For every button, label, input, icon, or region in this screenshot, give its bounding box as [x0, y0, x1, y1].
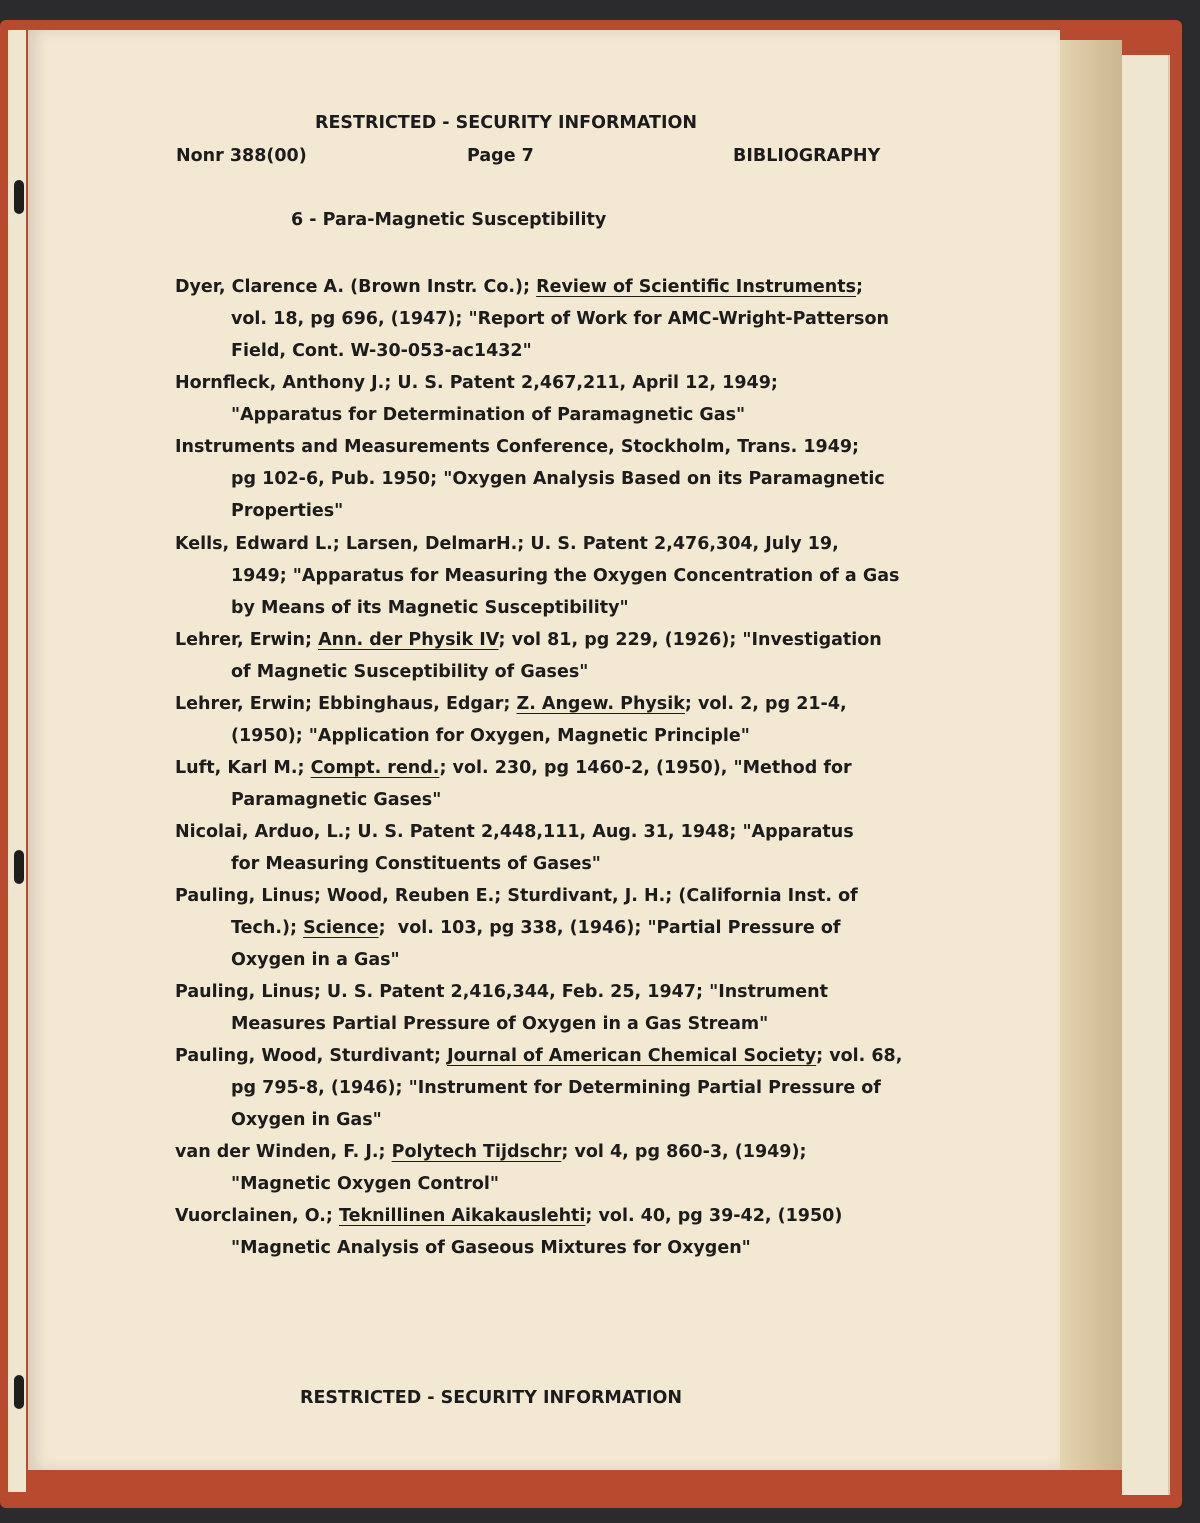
- citation-text: by Means of its Magnetic Susceptibility": [231, 598, 629, 618]
- bib-entry-line-first: [175, 630, 882, 650]
- citation-text: pg 795-8, (1946); "Instrument for Determining Partial Pressure of: [231, 1078, 881, 1098]
- header-classification: RESTRICTED - SECURITY INFORMATION: [315, 113, 698, 133]
- citation-text: Hornfleck, Anthony J.; U. S. Patent 2,467,211, April 12, 1949;: [175, 373, 778, 393]
- bib-entry-line-continued: [231, 405, 745, 425]
- bib-entry-line-first: [175, 373, 778, 393]
- journal-title: Polytech Tijdschr: [391, 1142, 562, 1162]
- citation-text: pg 102-6, Pub. 1950; "Oxygen Analysis Based on its Paramagnetic: [231, 469, 885, 489]
- bib-entry-line-continued: [231, 1078, 881, 1098]
- citation-text: Dyer, Clarence A. (Brown Instr. Co.);: [175, 277, 537, 297]
- journal-title: Science: [303, 918, 379, 938]
- citation-text: Measures Partial Pressure of Oxygen in a Gas Stream": [231, 1014, 769, 1034]
- bib-entry-line-first: [175, 758, 852, 778]
- citation-text: 1949; "Apparatus for Measuring the Oxygen Concentration of a Gas: [231, 566, 900, 586]
- bib-entry-line-continued: [231, 469, 885, 489]
- citation-text: Oxygen in Gas": [231, 1110, 382, 1130]
- footer-classification: RESTRICTED - SECURITY INFORMATION: [300, 1388, 683, 1408]
- bib-entry-line-first: [175, 982, 828, 1002]
- bib-entry-line-first: [175, 1046, 902, 1066]
- bib-entry-line-continued: [231, 726, 750, 746]
- citation-text: Vuorclainen, O.;: [175, 1206, 339, 1226]
- journal-title: Ann. der Physik IV: [318, 630, 499, 650]
- citation-text: ; vol. 103, pg 338, (1946); "Partial Pressure of: [378, 918, 841, 938]
- citation-text: van der Winden, F. J.;: [175, 1142, 392, 1162]
- citation-text: Field, Cont. W-30-053-ac1432": [231, 341, 532, 361]
- bib-entry-line-first: [175, 437, 859, 457]
- bib-entry-line-continued: [231, 598, 629, 618]
- bib-entry-line-continued: [231, 854, 601, 874]
- page-subtitle: 6 - Para-Magnetic Susceptibility: [291, 210, 607, 230]
- journal-title: Journal of American Chemical Society: [447, 1046, 817, 1066]
- citation-text: ; vol 81, pg 229, (1926); "Investigation: [498, 630, 882, 650]
- citation-text: Pauling, Linus; Wood, Reuben E.; Sturdivant, J. H.; (California Inst. of: [175, 886, 858, 906]
- citation-text: Properties": [231, 501, 344, 521]
- bib-entry-line-first: [175, 694, 847, 714]
- bib-entry-line-first: [175, 822, 854, 842]
- citation-text: Instruments and Measurements Conference, Stockholm, Trans. 1949;: [175, 437, 860, 457]
- citation-text: Oxygen in a Gas": [231, 950, 400, 970]
- journal-title: Z. Angew. Physik: [516, 694, 685, 714]
- bib-entry-line-first: [175, 534, 839, 554]
- section-title: BIBLIOGRAPHY: [733, 146, 881, 166]
- journal-title: Compt. rend.: [310, 758, 440, 778]
- bib-entry-line-continued: [231, 1238, 751, 1258]
- bib-entry-line-continued: [231, 566, 899, 586]
- citation-text: "Apparatus for Determination of Paramagnetic Gas": [231, 405, 746, 425]
- citation-text: Lehrer, Erwin;: [175, 630, 319, 650]
- citation-text: ;: [856, 277, 863, 297]
- citation-text: Paramagnetic Gases": [231, 790, 442, 810]
- citation-text: ; vol. 2, pg 21-4,: [684, 694, 847, 714]
- citation-text: "Magnetic Analysis of Gaseous Mixtures for Oxygen": [231, 1238, 751, 1258]
- citation-text: for Measuring Constituents of Gases": [231, 854, 601, 874]
- citation-text: vol. 18, pg 696, (1947); "Report of Work for AMC-Wright-Patterson: [231, 309, 889, 329]
- citation-text: Pauling, Linus; U. S. Patent 2,416,344, Feb. 25, 1947; "Instrument: [175, 982, 828, 1002]
- contract-number: Nonr 388(00): [176, 146, 307, 166]
- citation-text: ; vol 4, pg 860-3, (1949);: [561, 1142, 807, 1162]
- bib-entry-line-first: [175, 277, 863, 297]
- bib-entry-line-continued: [231, 662, 588, 682]
- citation-text: ; vol. 230, pg 1460-2, (1950), "Method for: [439, 758, 852, 778]
- citation-text: ; vol. 40, pg 39-42, (1950): [585, 1206, 843, 1226]
- citation-text: of Magnetic Susceptibility of Gases": [231, 662, 589, 682]
- bib-entry-line-first: [175, 886, 858, 906]
- bib-entry-line-first: [175, 1142, 806, 1162]
- bib-entry-line-continued: [231, 918, 840, 938]
- bib-entry-line-continued: [231, 341, 532, 361]
- citation-text: Tech.);: [231, 918, 304, 938]
- bib-entry-line-continued: [231, 1110, 382, 1130]
- page-number: Page 7: [467, 146, 534, 166]
- citation-text: (1950); "Application for Oxygen, Magnetic Principle": [231, 726, 750, 746]
- citation-text: ; vol. 68,: [816, 1046, 903, 1066]
- journal-title: Teknillinen Aikakauslehti: [338, 1206, 586, 1226]
- bib-entry-line-continued: [231, 309, 889, 329]
- citation-text: Luft, Karl M.;: [175, 758, 311, 778]
- citation-text: Pauling, Wood, Sturdivant;: [175, 1046, 448, 1066]
- bib-entry-line-continued: [231, 790, 441, 810]
- citation-text: "Magnetic Oxygen Control": [231, 1174, 500, 1194]
- bib-entry-line-continued: [231, 501, 343, 521]
- journal-title: Review of Scientific Instruments: [536, 277, 856, 297]
- bib-entry-line-continued: [231, 950, 400, 970]
- bib-entry-line-first: [175, 1206, 842, 1226]
- citation-text: Nicolai, Arduo, L.; U. S. Patent 2,448,111, Aug. 31, 1948; "Apparatus: [175, 822, 854, 842]
- citation-text: Lehrer, Erwin; Ebbinghaus, Edgar;: [175, 694, 517, 714]
- bib-entry-line-continued: [231, 1174, 499, 1194]
- citation-text: Kells, Edward L.; Larsen, DelmarH.; U. S. Patent 2,476,304, July 19,: [175, 534, 839, 554]
- bib-entry-line-continued: [231, 1014, 768, 1034]
